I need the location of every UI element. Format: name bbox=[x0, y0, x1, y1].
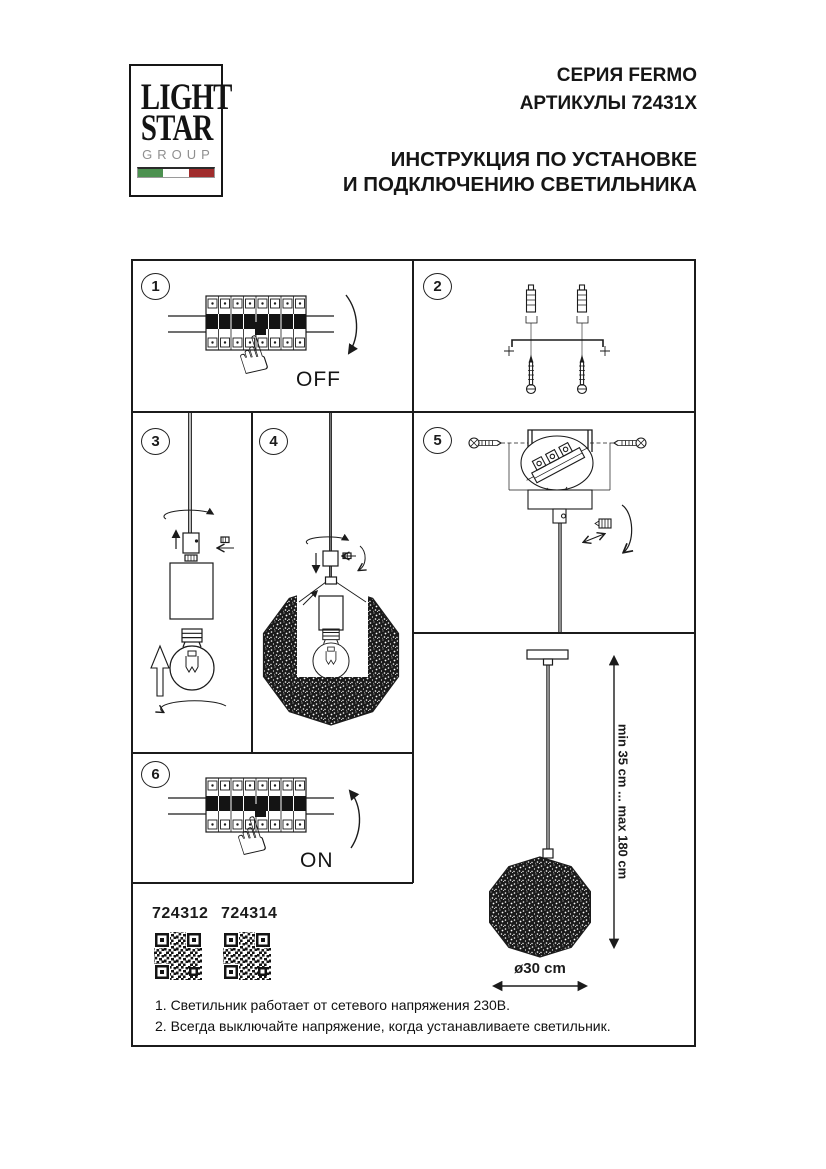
side-screw bbox=[218, 537, 234, 548]
detail-balloon bbox=[521, 436, 593, 490]
article-number-724314: 724314 bbox=[221, 905, 278, 922]
articles-title: АРТИКУЛЫ 72431X bbox=[519, 93, 697, 114]
note-line-2: 2. Всегда выключайте напряжение, когда устанавливаете светильник. bbox=[155, 1018, 611, 1034]
qr-codes bbox=[152, 930, 273, 982]
logo-line-star: STAR bbox=[140, 108, 213, 149]
instruction-title-line2: И ПОДКЛЮЧЕНИЮ СВЕТИЛЬНИКА bbox=[342, 173, 697, 196]
step4-shade-drawing bbox=[264, 413, 399, 725]
side-screw bbox=[343, 553, 356, 559]
on-label: ON bbox=[300, 849, 334, 872]
suspension-cord bbox=[547, 665, 549, 849]
screw-left bbox=[527, 357, 536, 394]
diameter-label: ø30 cm bbox=[514, 960, 566, 977]
pointing-hand-icon: ☝ bbox=[228, 323, 276, 389]
off-label: OFF bbox=[296, 368, 341, 391]
step-4-number: 4 bbox=[259, 428, 288, 455]
height-range-label: min 35 cm ... max 180 cm bbox=[615, 723, 631, 880]
instruction-grid bbox=[132, 260, 695, 1046]
suspension-cord bbox=[559, 523, 561, 632]
step2-anchors-drawing bbox=[504, 285, 610, 394]
screw-right bbox=[578, 357, 587, 394]
socket-cup bbox=[170, 563, 213, 619]
pendant-dimension-drawing bbox=[490, 650, 614, 986]
step-5-number: 5 bbox=[423, 427, 452, 454]
step-2-number: 2 bbox=[423, 273, 452, 300]
pendant-shade bbox=[490, 857, 591, 957]
ceiling-plate bbox=[527, 650, 568, 659]
step-6-number: 6 bbox=[141, 761, 170, 788]
series-title: СЕРИЯ FERMO bbox=[556, 65, 697, 86]
note-line-1: 1. Светильник работает от сетевого напряжения 230В. bbox=[155, 997, 511, 1013]
wall-anchor-right bbox=[577, 285, 588, 323]
qr-code-724314 bbox=[221, 930, 273, 982]
bolt-right bbox=[614, 438, 646, 448]
instruction-title-line1: ИНСТРУКЦИЯ ПО УСТАНОВКЕ bbox=[390, 148, 697, 171]
qr-code-724312 bbox=[152, 930, 204, 982]
step5-bracket-drawing bbox=[469, 430, 646, 632]
step-3-number: 3 bbox=[141, 428, 170, 455]
step-1-number: 1 bbox=[141, 273, 170, 300]
pointing-hand-icon: ☝ bbox=[226, 804, 274, 870]
article-number-724312: 724312 bbox=[152, 905, 209, 922]
logo-line-light: LIGHT bbox=[140, 77, 232, 118]
mounting-bar bbox=[504, 340, 610, 356]
logo-line-group: GROUP bbox=[142, 147, 215, 162]
locking-screw bbox=[595, 519, 611, 528]
bolt-left bbox=[469, 438, 501, 448]
wall-anchor-left bbox=[526, 285, 537, 323]
canopy bbox=[528, 490, 592, 509]
step3-socket-drawing bbox=[151, 413, 234, 712]
